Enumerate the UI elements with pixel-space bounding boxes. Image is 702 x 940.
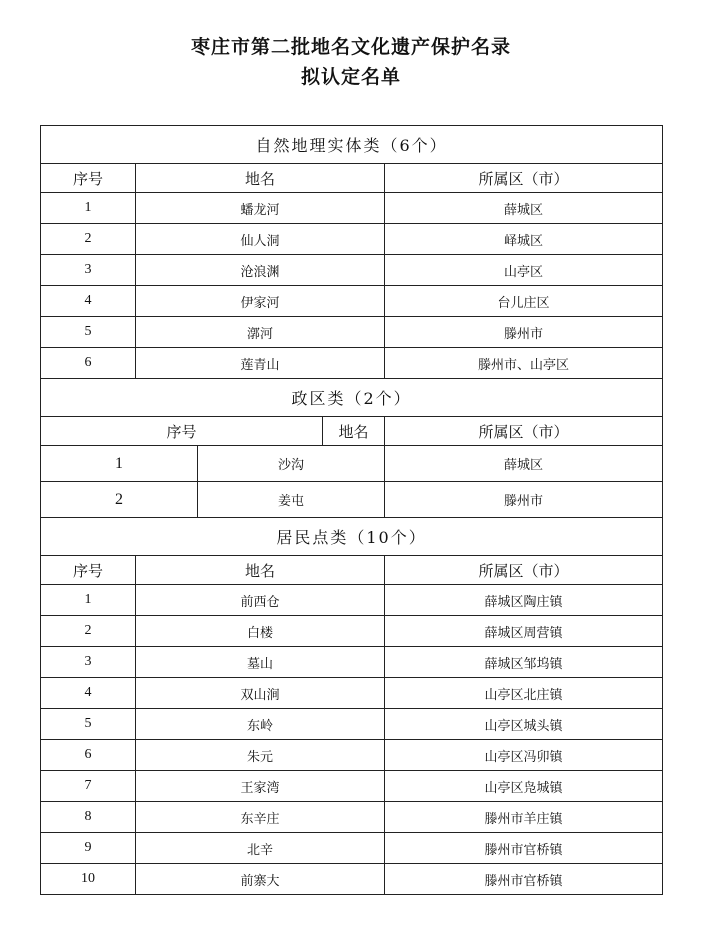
row-seq: 7 (41, 771, 136, 802)
row-seq: 3 (41, 255, 136, 286)
row-name: 前西仓 (136, 585, 385, 616)
header-district: 所属区（市） (385, 556, 663, 585)
header-name: 地名 (136, 556, 385, 585)
table-row (41, 802, 663, 833)
row-seq: 1 (41, 193, 136, 224)
row-name: 姜屯 (198, 482, 385, 518)
row-name: 王家湾 (136, 771, 385, 802)
row-district: 薛城区 (385, 193, 663, 224)
row-seq: 5 (41, 317, 136, 348)
row-district: 台儿庄区 (385, 286, 663, 317)
heritage-table-wrapper (40, 125, 662, 895)
table-row (41, 709, 663, 740)
header-name: 地名 (136, 164, 385, 193)
row-name: 莲青山 (136, 348, 385, 379)
table-row (41, 224, 663, 255)
row-name: 仙人洞 (136, 224, 385, 255)
heritage-table (40, 125, 663, 895)
table-row (41, 482, 663, 518)
row-district: 山亭区 (385, 255, 663, 286)
row-seq: 10 (41, 864, 136, 895)
section-title: 居民点类（10个） (41, 518, 663, 556)
document-title (0, 32, 702, 92)
row-seq: 4 (41, 678, 136, 709)
row-district: 峄城区 (385, 224, 663, 255)
row-seq: 1 (41, 446, 198, 482)
title-line-1: 枣庄市第二批地名文化遗产保护名录 (190, 36, 511, 58)
section-title: 政区类（2个） (41, 379, 663, 417)
column-header-row (41, 556, 663, 585)
row-district: 山亭区冯卯镇 (385, 740, 663, 771)
row-district: 滕州市 (385, 482, 663, 518)
row-district: 薛城区周营镇 (385, 616, 663, 647)
row-name: 墓山 (136, 647, 385, 678)
table-row (41, 864, 663, 895)
header-seq: 序号 (41, 417, 323, 446)
row-seq: 5 (41, 709, 136, 740)
section-title: 自然地理实体类（6个） (41, 126, 663, 164)
table-row (41, 771, 663, 802)
table-row (41, 678, 663, 709)
table-row (41, 255, 663, 286)
row-name: 沙沟 (198, 446, 385, 482)
row-name: 漷河 (136, 317, 385, 348)
table-row (41, 348, 663, 379)
row-seq: 1 (41, 585, 136, 616)
row-district: 薛城区 (385, 446, 663, 482)
section-header-natural (41, 126, 663, 164)
column-header-row (41, 417, 663, 446)
row-name: 前寨大 (136, 864, 385, 895)
row-district: 滕州市官桥镇 (385, 864, 663, 895)
row-name: 双山涧 (136, 678, 385, 709)
table-row (41, 740, 663, 771)
header-district: 所属区（市） (385, 417, 663, 446)
row-district: 滕州市羊庄镇 (385, 802, 663, 833)
row-seq: 4 (41, 286, 136, 317)
row-district: 薛城区陶庄镇 (385, 585, 663, 616)
table-row (41, 833, 663, 864)
row-name: 伊家河 (136, 286, 385, 317)
row-name: 东辛庄 (136, 802, 385, 833)
table-row (41, 647, 663, 678)
row-name: 东岭 (136, 709, 385, 740)
row-name: 白楼 (136, 616, 385, 647)
row-seq: 2 (41, 482, 198, 518)
row-district: 山亭区凫城镇 (385, 771, 663, 802)
row-seq: 2 (41, 616, 136, 647)
row-district: 薛城区邹坞镇 (385, 647, 663, 678)
row-district: 山亭区北庄镇 (385, 678, 663, 709)
row-seq: 6 (41, 348, 136, 379)
header-name: 地名 (323, 417, 385, 446)
table-row (41, 193, 663, 224)
row-name: 蟠龙河 (136, 193, 385, 224)
row-name: 朱元 (136, 740, 385, 771)
title-line-2: 拟认定名单 (300, 66, 401, 88)
row-seq: 2 (41, 224, 136, 255)
table-row (41, 585, 663, 616)
table-row (41, 616, 663, 647)
row-name: 北辛 (136, 833, 385, 864)
column-header-row (41, 164, 663, 193)
row-seq: 9 (41, 833, 136, 864)
row-seq: 3 (41, 647, 136, 678)
table-row (41, 317, 663, 348)
table-row (41, 286, 663, 317)
header-seq: 序号 (41, 164, 136, 193)
row-district: 山亭区城头镇 (385, 709, 663, 740)
header-district: 所属区（市） (385, 164, 663, 193)
row-district: 滕州市 (385, 317, 663, 348)
section-header-settlement (41, 518, 663, 556)
row-name: 沧浪渊 (136, 255, 385, 286)
row-district: 滕州市、山亭区 (385, 348, 663, 379)
table-row (41, 446, 663, 482)
row-seq: 8 (41, 802, 136, 833)
row-seq: 6 (41, 740, 136, 771)
row-district: 滕州市官桥镇 (385, 833, 663, 864)
section-header-admin (41, 379, 663, 417)
header-seq: 序号 (41, 556, 136, 585)
